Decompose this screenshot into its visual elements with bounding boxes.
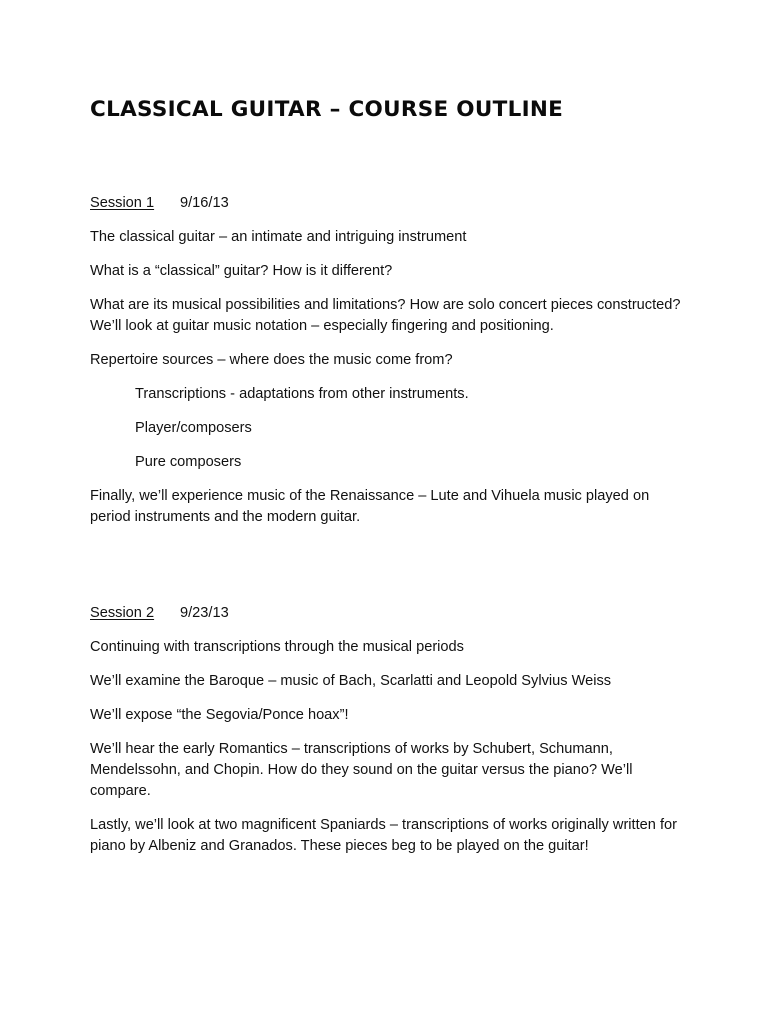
session-2-label: Session 2 [90, 605, 155, 621]
session-1-date: 9/16/13 [180, 195, 229, 211]
session-2 [90, 604, 690, 870]
session-2-date: 9/23/13 [180, 605, 229, 621]
page-title: CLASSICAL GUITAR – COURSE OUTLINE [90, 97, 564, 122]
repertoire-source-item: Pure composers [135, 454, 242, 470]
session-2-paragraph: We’ll examine the Baroque – music of Bach, Scarlatti and Leopold Sylvius Weiss [90, 673, 612, 689]
session-1-paragraph: Repertoire sources – where does the music come from? [90, 352, 453, 368]
session-2-paragraph: We’ll expose “the Segovia/Ponce hoax”! [90, 707, 349, 723]
repertoire-source-item: Transcriptions - adaptations from other instruments. [135, 386, 469, 402]
session-2-paragraph: Lastly, we’ll look at two magnificent Spaniards – transcriptions of works originally written for piano by Albeniz and Granados. These pieces beg to be played on the guitar! [90, 817, 677, 854]
session-1-paragraph: What is a “classical” guitar? How is it different? [90, 263, 393, 279]
session-2-paragraph: Continuing with transcriptions through the musical periods [90, 639, 464, 655]
session-2-paragraph: We’ll hear the early Romantics – transcriptions of works by Schubert, Schumann, Mendelssohn, and Chopin. How do they sound on the guitar versus the piano? We’ll compare. [90, 741, 633, 799]
session-1-closing: Finally, we’ll experience music of the Renaissance – Lute and Vihuela music played on period instruments and the modern guitar. [90, 488, 650, 525]
session-1-label: Session 1 [90, 195, 155, 211]
repertoire-source-item: Player/composers [135, 420, 252, 436]
session-2-header [90, 604, 690, 622]
session-1 [90, 194, 690, 541]
session-1-paragraph: The classical guitar – an intimate and intriguing instrument [90, 229, 467, 245]
session-1-header [90, 194, 690, 212]
session-1-paragraph: What are its musical possibilities and limitations? How are solo concert pieces constructed? We’ll look at guitar music notation – especially fingering and positioning. [90, 297, 681, 334]
